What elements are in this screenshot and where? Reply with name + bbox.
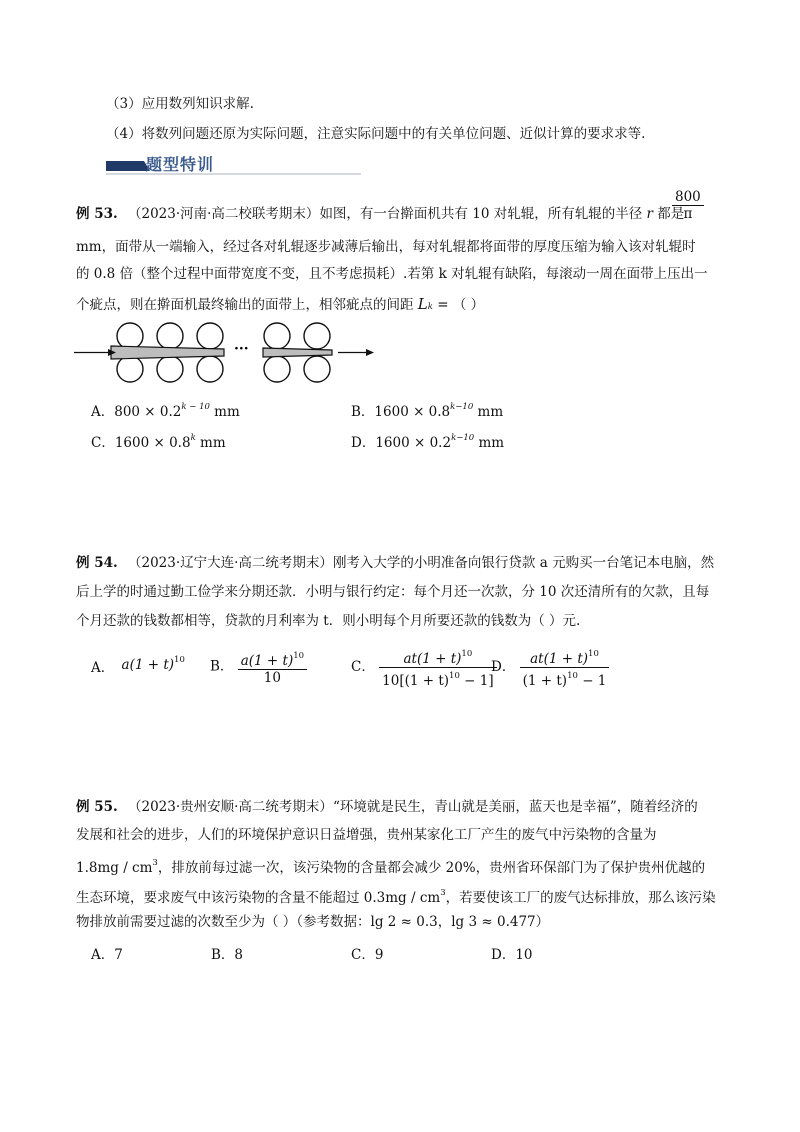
- q54-option-c[interactable]: C． $\frac{at(1 + t)^{10}}{10[(1 + t)^{10} - 1]}$: [351, 646, 497, 689]
- q54-line-1: [76, 553, 714, 573]
- q55-line-3: $1.8mg / cm^3$，排放前每过滤一次，该污染物的含量都会减少 20%，贵州省环保部门为了保护贵州优越的: [76, 858, 706, 876]
- q53-line-3: 的 0.8 倍（整个过程中面带宽度不变，且不考虑损耗）.若第 k 对轧辊有缺陷，每滚动一周在面带上压出一: [76, 266, 708, 282]
- q53-radius-symbol: r: [646, 206, 653, 222]
- q53-fraction-numerator: 800: [672, 189, 704, 206]
- q55-line-1: [76, 797, 698, 817]
- q55-option-d[interactable]: D．10: [491, 947, 533, 963]
- q53-text-1b: 都是: [652, 206, 685, 222]
- q54-label: 例 54.: [76, 555, 118, 571]
- q53-radius-fraction: [672, 189, 704, 222]
- q53-L-symbol: L: [417, 295, 428, 313]
- q53-option-c[interactable]: C．$1600 \times 0.8^k$ mm: [91, 433, 226, 451]
- q53-fraction-denominator: π: [683, 206, 693, 222]
- q55-source: （2023·贵州安顺·高二统考期末）: [127, 799, 333, 815]
- q54-option-d[interactable]: D． $\frac{at(1 + t)^{10}}{(1 + t)^{10} - 1}$: [491, 646, 609, 689]
- q53-text-1a: 如图，有一台擀面机共有 10 对轧辊，所有轧辊的半径: [319, 206, 647, 222]
- q53-text-4a: 个疵点，则在擀面机最终输出的面带上，相邻疵点的间距: [76, 297, 418, 313]
- q53-source: （2023·河南·高二校联考期末）: [127, 206, 320, 222]
- q54-source: （2023·辽宁大连·高二统考期末）: [127, 555, 333, 571]
- q53-option-a[interactable]: A．$800 \times 0.2^{k - 10}$ mm: [91, 402, 240, 420]
- q55-line-5: 物排放前需要过滤的次数至少为（ ）（参考数据：lg 2 ≈ 0.3，lg 3 ≈ 0.477）: [76, 914, 550, 930]
- q54-line-2: 后上学的时通过勤工俭学来分期还款．小明与银行约定：每个月还一次款，分 10 次还清所有的欠款，且每: [76, 584, 710, 600]
- q53-L-subscript: k: [427, 302, 433, 312]
- q53-option-d[interactable]: D．$1600 \times 0.2^{k-10}$ mm: [351, 433, 505, 451]
- q54-text-1: 刚考入大学的小明准备向银行贷款 a 元购买一台笔记本电脑，然: [332, 555, 715, 571]
- q54-option-a[interactable]: A． $a(1 + t)^{10}$: [91, 655, 185, 676]
- intro-item-4: （4）将数列问题还原为实际问题，注意实际问题中的有关单位问题、近似计算的要求求等.: [106, 126, 646, 142]
- section-banner: [106, 154, 361, 176]
- intro-item-3: （3）应用数列知识求解.: [106, 96, 254, 112]
- q55-option-c[interactable]: C．9: [351, 947, 384, 963]
- q53-text-4b: = （ ）: [432, 297, 485, 313]
- q53-option-b[interactable]: B．$1600 \times 0.8^{k-10}$ mm: [351, 402, 504, 420]
- q53-line-4: [76, 294, 484, 317]
- section-banner-title: 题型特训: [146, 155, 215, 174]
- q55-line-2: 发展和社会的进步，人们的环境保护意识日益增强，贵州某家化工厂产生的废气中污染物的含量为: [76, 827, 657, 843]
- roller-ellipsis: ···: [234, 341, 249, 357]
- q53-line-2: mm，面带从一端输入，经过各对轧辊逐步减薄后输出，每对轧辊都将面带的厚度压缩为输入该对轧辊时: [76, 239, 696, 255]
- q55-line-4: 生态环境，要求废气中该污染物的含量不能超过 $0.3mg / cm^3$，若要使该工厂的废气达标排放，那么该污染: [76, 888, 716, 906]
- q55-text-1: “环境就是民生，青山就是美丽，蓝天也是幸福”，随着经济的: [332, 799, 698, 815]
- q55-label: 例 55.: [76, 799, 118, 815]
- q55-option-b[interactable]: B．8: [211, 947, 244, 963]
- q55-option-a[interactable]: A．7: [91, 947, 123, 963]
- roller-figure: [74, 322, 384, 384]
- q53-label: 例 53.: [76, 206, 118, 222]
- q54-line-3: 个月还款的钱数都相等，贷款的月利率为 t．则小明每个月所要还款的钱数为（ ）元.: [76, 613, 581, 629]
- q53-line-1: [76, 204, 684, 224]
- q54-option-b[interactable]: B． $\frac{a(1 + t)^{10}}{10}$: [210, 648, 307, 686]
